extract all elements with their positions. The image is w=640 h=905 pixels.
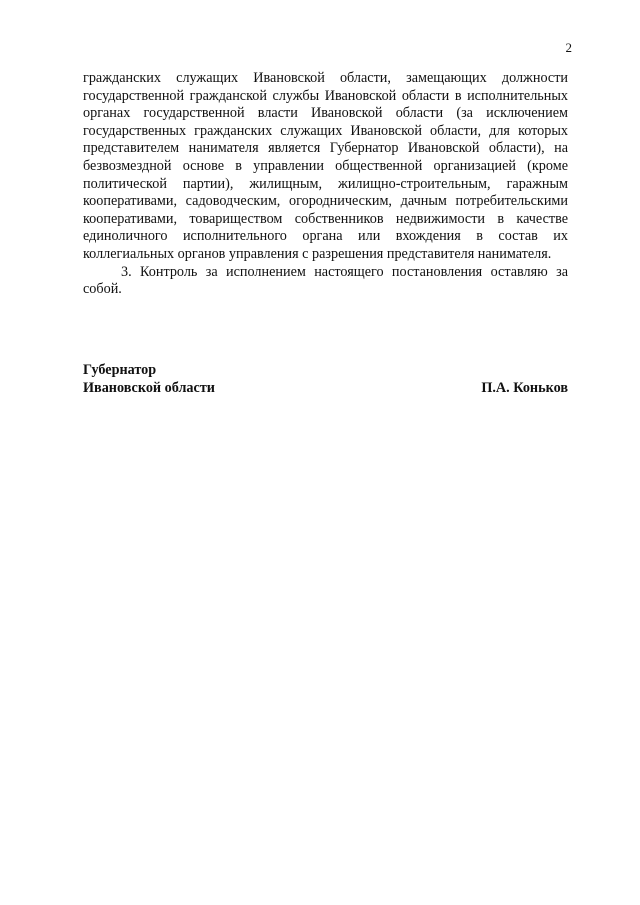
page-number: 2	[565, 40, 572, 55]
document-body	[83, 70, 568, 299]
signature-block	[83, 362, 568, 397]
signatory-name: П.А. Коньков	[481, 379, 568, 396]
signature-title-line-1: Губернатор	[83, 362, 157, 378]
body-paragraph-continuation: гражданских служащих Ивановской области, замещающих должности государственной гражданской службы Ивановской области в исполнительных органах государственной власти Ивановской области (за исключением государственных гражданских служащих Ивановской области, для которых представителем нанимателя является Губернатор Ивановской области), на безвозмездной основе в управлении общественной организацией (кроме политической партии), жилищным, жилищно-строительным, гаражным кооперативами, садоводческим, огородническим, дачным потребительскими кооперативами, товариществом собственников недвижимости в качестве единоличного исполнительного органа или вхождения в состав их коллегиальных органов управления с разрешения представителя нанимателя.	[83, 70, 568, 262]
body-paragraph-item-3: 3. Контроль за исполнением настоящего постановления оставляю за собой.	[83, 263, 568, 298]
signature-row	[83, 380, 568, 398]
signature-title-line-2: Ивановской области	[83, 379, 215, 396]
